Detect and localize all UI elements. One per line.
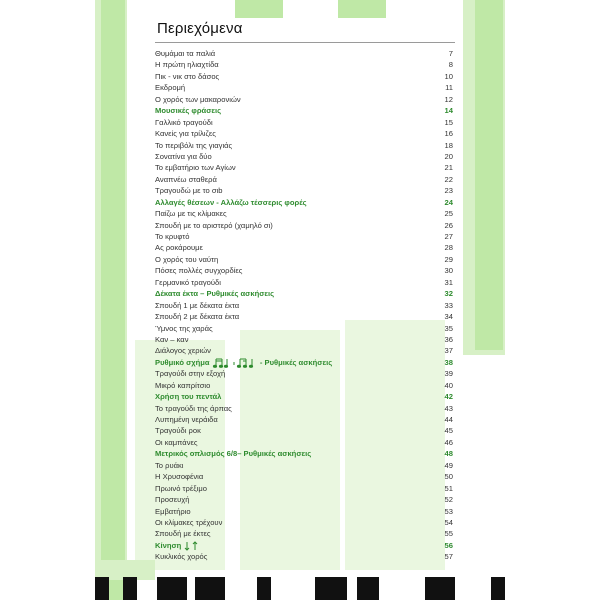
toc-entry[interactable]	[155, 551, 455, 562]
toc-entry-label: Κυκλικός χορός	[155, 552, 208, 562]
toc-entry-label: Ύμνος της χαράς	[155, 323, 213, 333]
piano-key	[157, 577, 187, 600]
toc-entry-label: Πόσες πολλές συγχορδίες	[155, 266, 243, 276]
toc-entry-page: 23	[444, 186, 453, 196]
up-down-arrows-icon	[183, 541, 199, 551]
piano-key	[357, 577, 379, 600]
toc-entry-label: Ας ροκάρουμε	[155, 243, 203, 253]
toc-entry-label: Σονατίνα για δύο	[155, 151, 212, 161]
toc-entry-label: Δέκατα έκτα – Ρυθμικές ασκήσεις	[155, 289, 275, 299]
toc-entry-page: 33	[444, 300, 453, 310]
toc-entry-page: 10	[444, 71, 453, 81]
toc-entry-label: Εμβατήριο	[155, 506, 191, 516]
toc-entry-label: Σπουδή με έκτες	[155, 529, 211, 539]
decor-panel-top-right	[338, 0, 386, 18]
toc-entry-label: Το εμβατήριο των Αγίων	[155, 163, 236, 173]
toc-entry-label-suffix: - Ρυθμικές ασκήσεις	[259, 357, 333, 367]
toc-entry-page: 42	[444, 392, 453, 402]
toc-entry-page: 30	[444, 266, 453, 276]
toc-entry[interactable]	[155, 300, 455, 311]
toc-entry-label: Λυπημένη νεράιδα	[155, 415, 218, 424]
toc-entry-label: Αναπνέω σταθερά	[155, 174, 217, 184]
toc-entry[interactable]	[155, 483, 455, 494]
toc-entry-page: 32	[444, 289, 453, 299]
toc-entry-label: Παίζω με τις κλίμακες	[155, 209, 227, 219]
toc-section-heading[interactable]	[155, 448, 455, 459]
toc-entry[interactable]	[155, 528, 455, 539]
toc-entry-label: Σπουδή 2 με δέκατα έκτα	[155, 312, 240, 322]
toc-section-heading[interactable]	[155, 288, 455, 299]
toc-section-heading[interactable]	[155, 391, 455, 402]
toc-entry[interactable]	[155, 128, 455, 139]
toc-entry-page: 11	[445, 83, 453, 93]
toc-entry-page: 48	[444, 449, 453, 459]
toc-entry-page: 16	[444, 129, 453, 139]
toc-entry[interactable]	[155, 425, 455, 436]
toc-entry-page: 45	[444, 426, 453, 436]
toc-entry-page: 8	[448, 60, 453, 70]
toc-entry-page: 20	[444, 151, 453, 161]
toc-entry-page: 52	[444, 495, 453, 505]
toc-entry[interactable]	[155, 254, 455, 265]
toc-entry-label: Πρωινό τρέξιμο	[155, 483, 207, 493]
toc-entry-page: 22	[444, 174, 453, 184]
toc-entry[interactable]	[155, 403, 455, 414]
toc-entry-label: Σπουδή με το αριστερό (χαμηλό σι)	[155, 220, 273, 230]
toc-entry-page: 21	[444, 163, 453, 173]
toc-entry-page: 38	[444, 357, 453, 367]
toc-entry-page: 29	[444, 254, 453, 264]
toc-entry[interactable]	[155, 82, 455, 93]
toc-entry-label: Τραγουδώ με το σιb	[155, 186, 223, 196]
toc-entry-page: 15	[444, 117, 453, 127]
toc-entry-label: Οι κλίμακες τρέχουν	[155, 517, 223, 527]
toc-entry-label: Μικρό καπρίτσιο	[155, 380, 211, 390]
toc-entry[interactable]	[155, 437, 455, 448]
toc-entry-page: 56	[444, 540, 453, 550]
toc-entry-page: 36	[444, 334, 453, 344]
toc-entry-label: Το περιβόλι της γιαγιάς	[155, 140, 233, 150]
piano-key	[123, 577, 137, 600]
toc-entry[interactable]	[155, 380, 455, 391]
toc-entry[interactable]	[155, 494, 455, 505]
toc-entry-label: Το κρυφτό	[155, 232, 190, 241]
toc-entry[interactable]	[155, 185, 455, 196]
toc-entry[interactable]	[155, 162, 455, 173]
toc-entry-page: 26	[444, 220, 453, 230]
title-divider	[155, 42, 455, 43]
toc-entry-page: 37	[444, 346, 453, 356]
piano-key	[95, 577, 109, 600]
toc-entry[interactable]	[155, 208, 455, 219]
toc-entry-label: Προσευχή	[155, 495, 190, 505]
toc-entry-label: Μουσικές φράσεις	[155, 106, 222, 116]
toc-entry[interactable]	[155, 334, 455, 345]
toc-entry-page: 55	[444, 529, 453, 539]
toc-entry-label: Η Χρυσοφένια	[155, 472, 204, 482]
toc-entry-label: Κίνηση	[155, 540, 182, 550]
toc-entry-label: Ο χορός του ναύτη	[155, 254, 219, 264]
toc-page	[95, 0, 505, 600]
toc-entry-page: 46	[444, 437, 453, 447]
toc-entry-label: Ο χορός των μακαρονιών	[155, 94, 241, 104]
piano-key	[491, 577, 505, 600]
toc-entry-page: 14	[444, 106, 453, 116]
toc-entry[interactable]	[155, 414, 455, 425]
toc-entry-page: 25	[444, 209, 453, 219]
toc-entry-label: Καν – καν	[155, 334, 189, 344]
toc-entry-page: 43	[444, 403, 453, 413]
rhythm-notes-icon	[212, 358, 258, 368]
decor-strip-right-inner	[475, 0, 503, 350]
piano-key	[195, 577, 225, 600]
toc-entry-label: Τραγούδι στην εξοχή	[155, 369, 226, 379]
toc-entry-label: Χρήση του πεντάλ	[155, 392, 222, 402]
toc-entry-label: Γερμανικό τραγούδι	[155, 277, 221, 287]
toc-entry-page: 39	[444, 369, 453, 379]
decor-panel-top-mid	[235, 0, 283, 18]
toc-entry-page: 50	[444, 472, 453, 482]
toc-entry-label: Το τραγούδι της άρπας	[155, 403, 232, 413]
toc-entry-label: Το ρυάκι	[155, 460, 184, 470]
toc-list	[155, 48, 455, 563]
piano-key	[315, 577, 347, 600]
toc-entry-page: 51	[444, 483, 453, 493]
toc-section-heading[interactable]	[155, 197, 455, 208]
toc-entry-label: Γαλλικό τραγούδι	[155, 117, 213, 127]
toc-entry-label: Κανείς για τρίλιζες	[155, 129, 216, 139]
toc-entry-label: Σπουδή 1 με δέκατα έκτα	[155, 300, 240, 310]
toc-entry-label: Η πρώτη ηλιαχτίδα	[155, 60, 219, 70]
toc-entry-label: Εκδρομή	[155, 83, 186, 93]
toc-entry[interactable]	[155, 94, 455, 105]
toc-entry-label: Αλλαγές θέσεων - Αλλάζω τέσσερις φορές	[155, 197, 307, 207]
toc-entry-page: 54	[444, 517, 453, 527]
toc-entry-page: 34	[444, 312, 453, 322]
toc-entry[interactable]	[155, 140, 455, 151]
toc-entry-page: 40	[444, 380, 453, 390]
toc-entry-label: Διάλογος χεριών	[155, 346, 211, 356]
toc-entry[interactable]	[155, 59, 455, 70]
piano-key	[425, 577, 455, 600]
toc-entry-label: Οι καμπάνες	[155, 437, 198, 447]
toc-entry[interactable]	[155, 117, 455, 128]
toc-entry[interactable]	[155, 506, 455, 517]
toc-entry-page: 44	[444, 415, 453, 424]
toc-entry-page: 24	[444, 197, 453, 207]
toc-entry-label-group	[155, 540, 199, 551]
toc-entry-page: 28	[444, 243, 453, 253]
toc-entry[interactable]	[155, 174, 455, 185]
toc-entry[interactable]	[155, 345, 455, 356]
toc-entry-page: 12	[444, 94, 453, 104]
toc-entry-page: 57	[444, 552, 453, 562]
toc-entry[interactable]	[155, 151, 455, 162]
toc-entry-page: 35	[444, 323, 453, 333]
toc-entry-label: Μετρικός οπλισμός 6/8– Ρυθμικές ασκήσεις	[155, 449, 312, 459]
toc-entry[interactable]	[155, 48, 455, 59]
toc-entry-page: 7	[448, 49, 453, 58]
toc-entry[interactable]	[155, 220, 455, 231]
toc-entry-page: 53	[444, 506, 453, 516]
toc-entry-page: 18	[444, 140, 453, 150]
toc-entry[interactable]	[155, 471, 455, 482]
toc-entry-label-group	[155, 357, 332, 368]
toc-entry[interactable]	[155, 277, 455, 288]
toc-entry-label: Πικ - νικ στο δάσος	[155, 71, 220, 81]
toc-entry[interactable]	[155, 71, 455, 82]
page-title: Περιεχόμενα	[157, 20, 243, 37]
toc-section-heading[interactable]	[155, 540, 455, 551]
toc-entry-label: Τραγούδι ροκ	[155, 426, 201, 436]
toc-entry-page: 31	[444, 277, 453, 287]
toc-entry-page: 27	[444, 232, 453, 241]
toc-entry[interactable]	[155, 323, 455, 334]
toc-entry[interactable]	[155, 242, 455, 253]
toc-entry-label: Θυμάμαι τα παλιά	[155, 49, 216, 58]
toc-entry[interactable]	[155, 311, 455, 322]
toc-entry[interactable]	[155, 517, 455, 528]
decor-strip-left-inner	[101, 0, 125, 600]
toc-entry[interactable]	[155, 368, 455, 379]
toc-section-heading[interactable]	[155, 105, 455, 116]
toc-entry[interactable]	[155, 265, 455, 276]
toc-entry[interactable]	[155, 460, 455, 471]
toc-entry-page: 49	[444, 460, 453, 470]
toc-entry-label: Ρυθμικό σχήμα	[155, 357, 210, 367]
piano-key	[257, 577, 271, 600]
toc-section-heading[interactable]	[155, 357, 455, 368]
toc-entry[interactable]	[155, 231, 455, 242]
